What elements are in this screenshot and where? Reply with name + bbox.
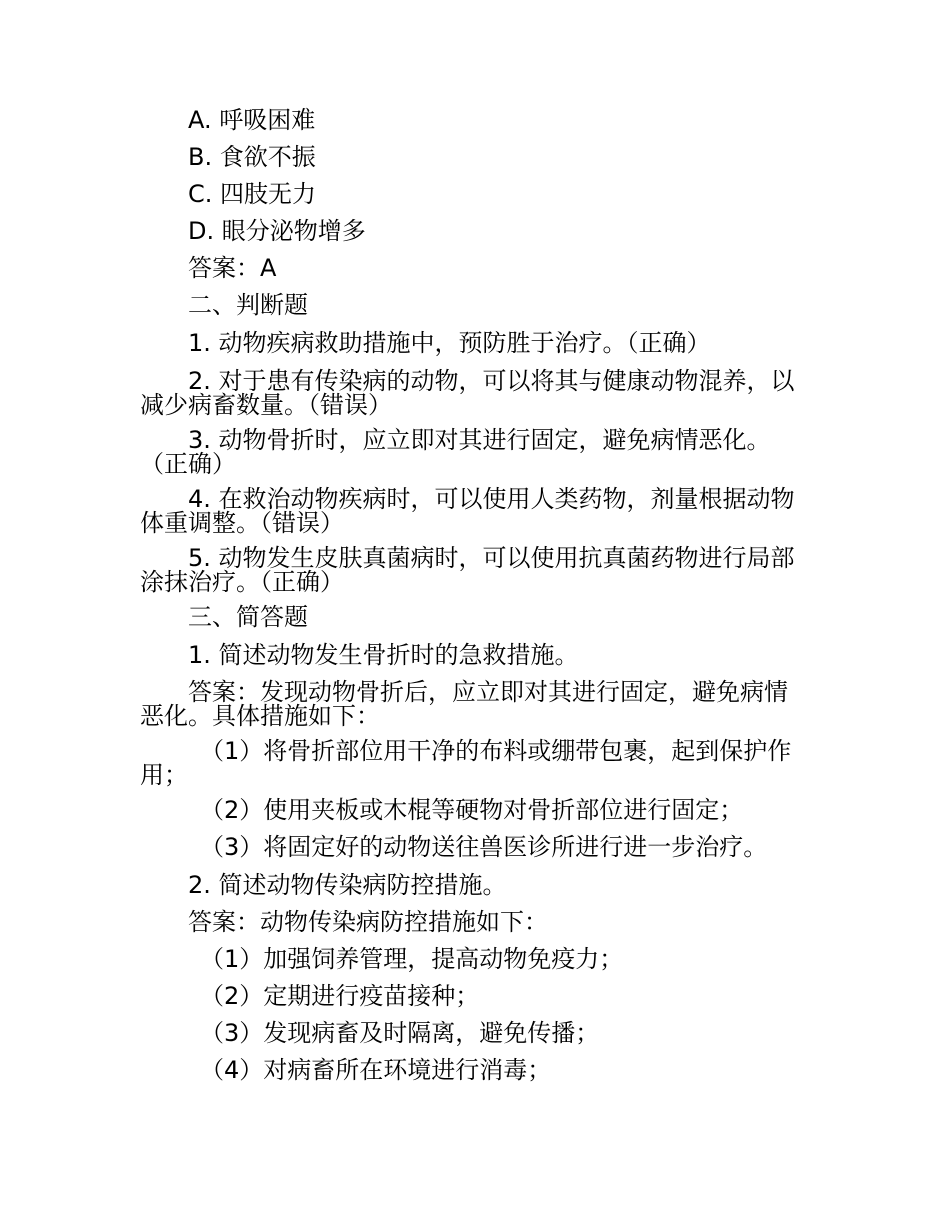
section-title-true-false: 二、判断题 — [188, 291, 308, 319]
option-a: A. 呼吸困难 — [188, 106, 316, 134]
q2-step-2: （2）定期进行疫苗接种； — [200, 982, 480, 1010]
q2-answer: 答案：动物传染病防控措施如下： — [188, 908, 548, 936]
q1-question: 1. 简述动物发生骨折时的急救措施。 — [188, 641, 579, 669]
option-c: C. 四肢无力 — [188, 180, 317, 208]
tf-item-5: 5. 动物发生皮肤真菌病时，可以使用抗真菌药物进行局部 — [188, 544, 795, 572]
option-b: B. 食欲不振 — [188, 143, 316, 171]
mc-answer: 答案：A — [188, 254, 277, 282]
q1-step-3: （3）将固定好的动物送往兽医诊所进行进一步治疗。 — [200, 833, 768, 861]
q2-step-3: （3）发现病畜及时隔离，避免传播； — [200, 1019, 600, 1047]
tf-item-3-continued: （正确） — [140, 450, 236, 478]
q2-question: 2. 简述动物传染病防控措施。 — [188, 871, 507, 899]
q1-answer-continued: 恶化。具体措施如下： — [140, 702, 380, 730]
tf-item-2-continued: 减少病畜数量。（错误） — [140, 391, 392, 419]
tf-item-3: 3. 动物骨折时，应立即对其进行固定，避免病情恶化。 — [188, 426, 771, 454]
q1-step-1-continued: 用； — [140, 761, 188, 789]
tf-item-1: 1. 动物疾病救助措施中，预防胜于治疗。（正确） — [188, 329, 711, 357]
q1-step-2: （2）使用夹板或木棍等硬物对骨折部位进行固定； — [200, 796, 744, 824]
tf-item-5-continued: 涂抹治疗。（正确） — [140, 568, 344, 596]
option-d: D. 眼分泌物增多 — [188, 217, 366, 245]
section-title-short-answer: 三、简答题 — [188, 603, 308, 631]
tf-item-4-continued: 体重调整。（错误） — [140, 509, 344, 537]
q1-answer: 答案：发现动物骨折后，应立即对其进行固定，避免病情 — [188, 678, 788, 706]
q2-step-1: （1）加强饲养管理，提高动物免疫力； — [200, 945, 624, 973]
q1-step-1: （1）将骨折部位用干净的布料或绷带包裹，起到保护作 — [200, 737, 792, 765]
tf-item-2: 2. 对于患有传染病的动物，可以将其与健康动物混养，以 — [188, 367, 795, 395]
q2-step-4: （4）对病畜所在环境进行消毒； — [200, 1056, 552, 1084]
tf-item-4: 4. 在救治动物疾病时，可以使用人类药物，剂量根据动物 — [188, 485, 795, 513]
